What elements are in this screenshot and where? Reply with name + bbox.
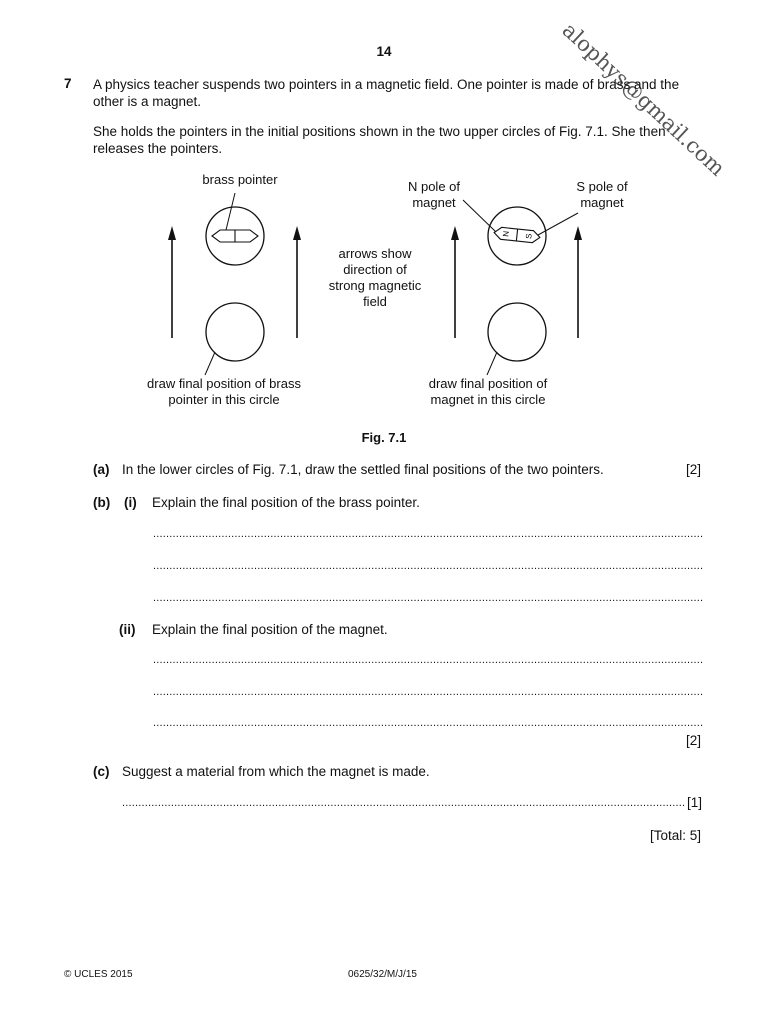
figure-caption: Fig. 7.1 [361, 430, 407, 445]
total-marks: [Total: 5] [650, 828, 702, 843]
draw-brass-leader [205, 352, 215, 375]
part-b-ii-text: Explain the final position of the magnet. [152, 622, 388, 637]
answer-line-c[interactable] [122, 797, 686, 809]
part-b-marks: [2] [686, 733, 702, 748]
part-b-label: (b) [93, 495, 111, 510]
field-arrowhead-right-2 [574, 226, 582, 240]
label-arrows: arrows show direction of strong magnetic field [328, 246, 422, 309]
label-s-pole: S pole of magnet [576, 179, 628, 210]
brass-pointer-leader [226, 193, 235, 230]
magnet-s-letter: S [524, 233, 534, 240]
footer-code: 0625/32/M/J/15 [348, 969, 417, 980]
part-a-label: (a) [93, 462, 110, 477]
answer-line-b-i-1[interactable] [153, 528, 704, 540]
magnet-n-letter: N [501, 230, 511, 238]
question-intro-1: A physics teacher suspends two pointers in a magnetic field. One pointer is made of brass and the other is a magnet. [93, 77, 680, 109]
answer-line-b-ii-2[interactable] [153, 686, 704, 698]
part-c-label: (c) [93, 764, 110, 779]
part-a-marks: [2] [686, 462, 702, 477]
watermark: alophys@gmail.com [557, 18, 730, 181]
label-n-pole: N pole of magnet [407, 179, 461, 210]
label-draw-brass: draw final position of brass pointer in this circle [147, 376, 301, 407]
field-arrowhead-left-2 [293, 226, 301, 240]
part-a-text: In the lower circles of Fig. 7.1, draw the settled final positions of the two pointers. [122, 462, 604, 477]
part-c-text: Suggest a material from which the magnet is made. [122, 764, 430, 779]
part-c-marks: [1] [687, 795, 703, 810]
part-b-i-label: (i) [124, 495, 137, 510]
answer-line-b-i-2[interactable] [153, 560, 704, 572]
page-number: 14 [376, 44, 392, 59]
draw-magnet-leader [487, 352, 497, 375]
label-draw-magnet: draw final position of magnet in this circle [428, 376, 548, 407]
footer-copyright: © UCLES 2015 [64, 969, 133, 980]
field-arrowhead-left-1 [168, 226, 176, 240]
field-arrowhead-right-1 [451, 226, 459, 240]
answer-line-b-ii-1[interactable] [153, 654, 704, 666]
question-intro-2: She holds the pointers in the initial positions shown in the two upper circles of Fig. 7.1. She then releases the pointers. [93, 124, 666, 156]
answer-line-b-i-3[interactable] [153, 592, 704, 604]
part-b-ii-label: (ii) [119, 622, 136, 637]
part-b-i-text: Explain the final position of the brass pointer. [152, 495, 420, 510]
answer-line-b-ii-3[interactable] [153, 717, 704, 729]
magnet-pointer-shape [493, 227, 540, 244]
question-number: 7 [64, 76, 72, 91]
label-brass-pointer: brass pointer [202, 172, 278, 187]
